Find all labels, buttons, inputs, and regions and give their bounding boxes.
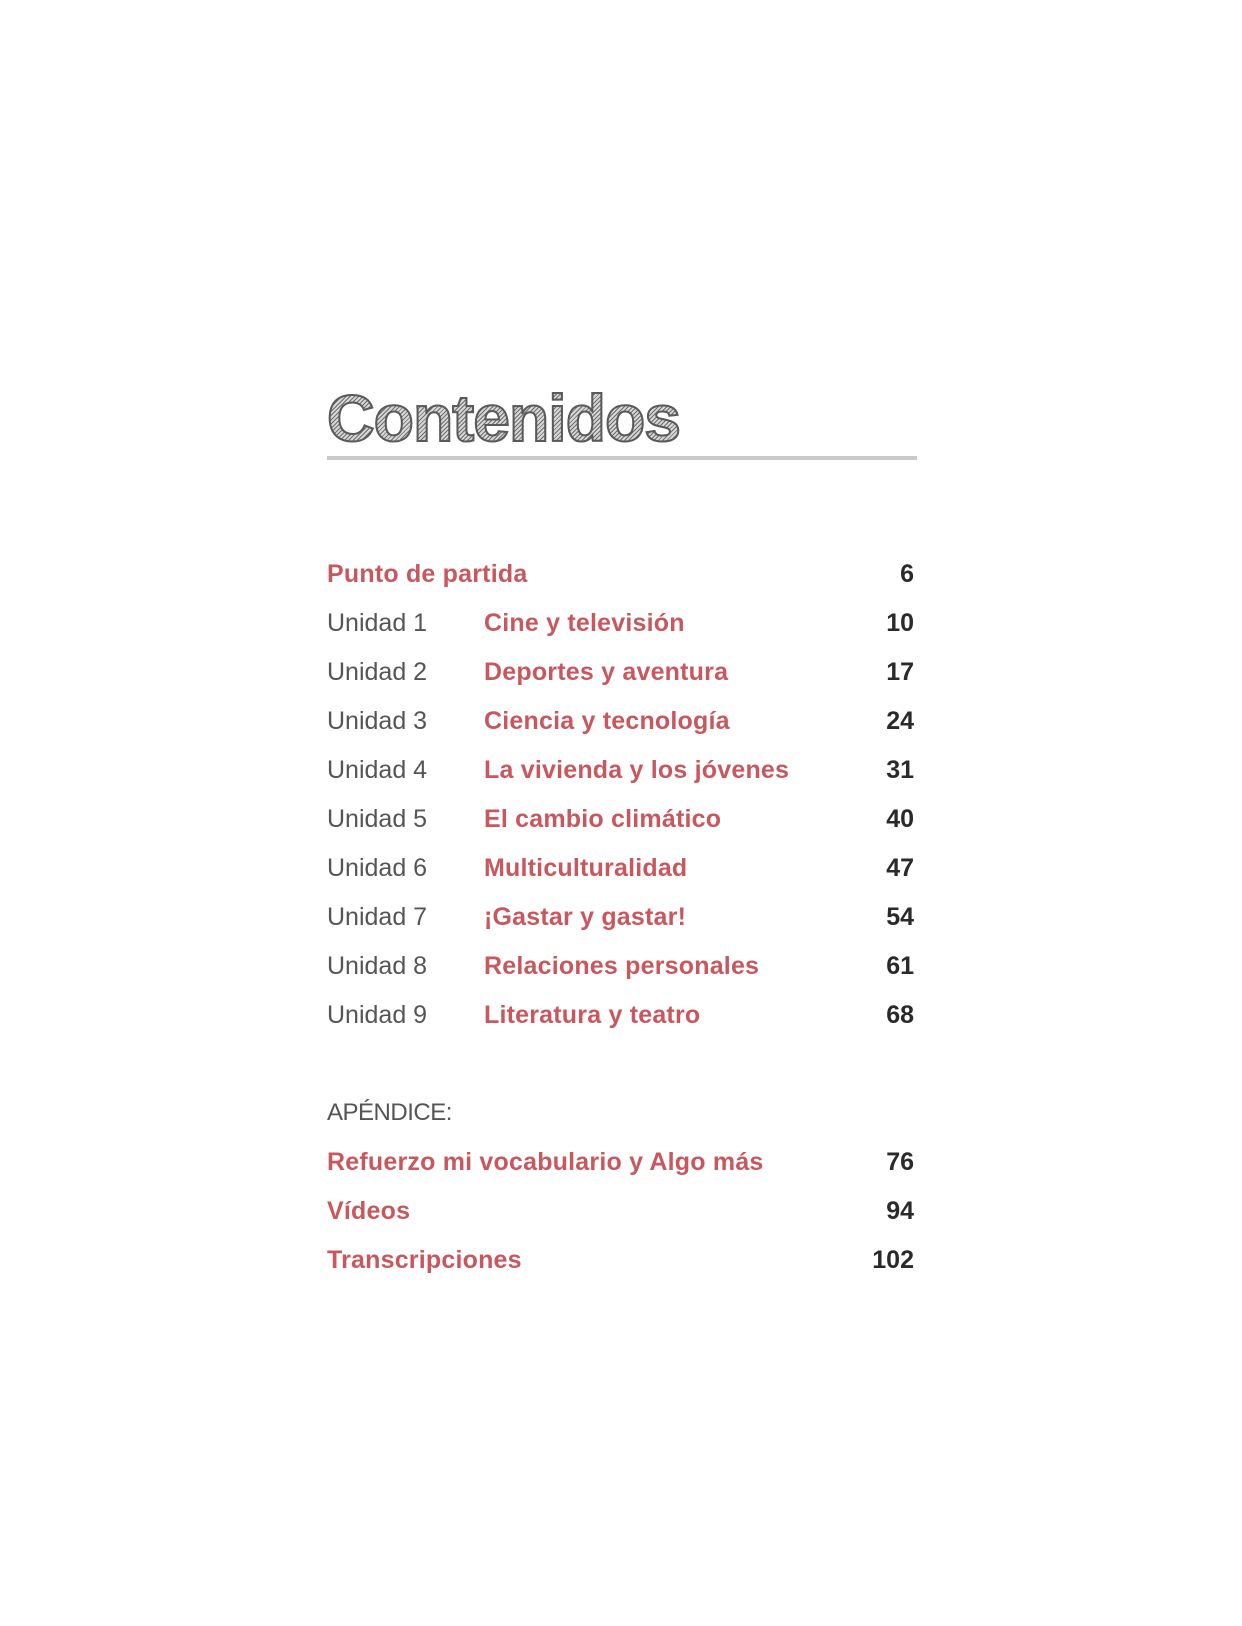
page-title: Contenidos bbox=[327, 381, 680, 455]
toc-entry-title[interactable]: El cambio climático bbox=[484, 805, 722, 833]
toc-row-unit-7[interactable] bbox=[327, 900, 914, 934]
toc-row-intro[interactable] bbox=[327, 557, 914, 591]
toc-entry-title[interactable]: ¡Gastar y gastar! bbox=[484, 903, 687, 931]
toc-row-unit-3[interactable] bbox=[327, 704, 914, 738]
unit-label: Unidad 3 bbox=[327, 707, 428, 735]
toc-entry-title[interactable]: Relaciones personales bbox=[484, 952, 760, 980]
unit-label: Unidad 9 bbox=[327, 1001, 428, 1029]
toc-page-number: 6 bbox=[900, 560, 914, 588]
toc-entry-title[interactable]: Ciencia y tecnología bbox=[484, 707, 730, 735]
toc-row-unit-2[interactable] bbox=[327, 655, 914, 689]
unit-label: Unidad 2 bbox=[327, 658, 428, 686]
toc-page-number: 24 bbox=[886, 707, 914, 735]
toc-entry-title[interactable]: La vivienda y los jóvenes bbox=[484, 756, 790, 784]
toc-row-appendix-vocabulary[interactable] bbox=[327, 1145, 914, 1179]
toc-page-number: 47 bbox=[886, 854, 914, 882]
toc-row-appendix-transcriptions[interactable] bbox=[327, 1243, 914, 1277]
toc-entry-title[interactable]: Refuerzo mi vocabulario y Algo más bbox=[327, 1148, 764, 1176]
toc-row-unit-4[interactable] bbox=[327, 753, 914, 787]
toc-page-number: 10 bbox=[886, 609, 914, 637]
toc-page-number: 76 bbox=[886, 1148, 914, 1176]
toc-entry-title[interactable]: Transcripciones bbox=[327, 1246, 522, 1274]
toc-entry-title[interactable]: Literatura y teatro bbox=[484, 1001, 701, 1029]
toc-entry-title[interactable]: Punto de partida bbox=[327, 560, 528, 588]
toc-row-unit-8[interactable] bbox=[327, 949, 914, 983]
toc-page-number: 102 bbox=[872, 1246, 914, 1274]
toc-page-number: 94 bbox=[886, 1197, 914, 1225]
unit-label: Unidad 5 bbox=[327, 805, 428, 833]
toc-row-unit-9[interactable] bbox=[327, 998, 914, 1032]
title-underline bbox=[327, 456, 917, 460]
unit-label: Unidad 1 bbox=[327, 609, 428, 637]
toc-entry-title[interactable]: Vídeos bbox=[327, 1197, 411, 1225]
unit-label: Unidad 8 bbox=[327, 952, 428, 980]
toc-row-unit-1[interactable] bbox=[327, 606, 914, 640]
toc-page-number: 40 bbox=[886, 805, 914, 833]
toc-row-appendix-videos[interactable] bbox=[327, 1194, 914, 1228]
toc-entry-title[interactable]: Cine y televisión bbox=[484, 609, 685, 637]
toc-page-number: 61 bbox=[886, 952, 914, 980]
toc-page-number: 68 bbox=[886, 1001, 914, 1029]
unit-label: Unidad 4 bbox=[327, 756, 428, 784]
unit-label: Unidad 7 bbox=[327, 903, 428, 931]
toc-row-unit-6[interactable] bbox=[327, 851, 914, 885]
toc-page-number: 17 bbox=[886, 658, 914, 686]
toc-entry-title[interactable]: Deportes y aventura bbox=[484, 658, 729, 686]
appendix-heading: APÉNDICE: bbox=[327, 1099, 452, 1126]
unit-label: Unidad 6 bbox=[327, 854, 428, 882]
toc-page-number: 54 bbox=[886, 903, 914, 931]
toc-page-number: 31 bbox=[886, 756, 914, 784]
toc-row-unit-5[interactable] bbox=[327, 802, 914, 836]
toc-entry-title[interactable]: Multiculturalidad bbox=[484, 854, 688, 882]
